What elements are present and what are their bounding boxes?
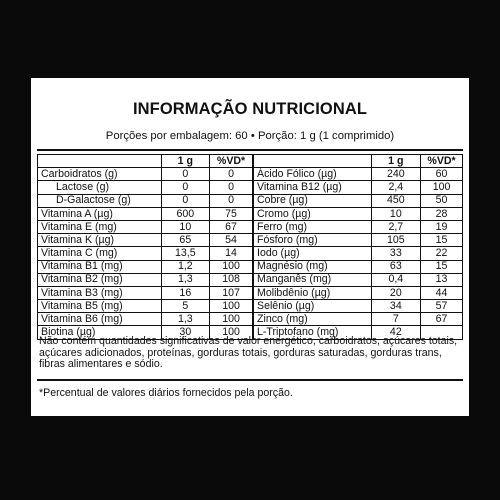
nutrient-name: Lactose (g) (38, 181, 162, 194)
nutrient-vd: 100 (210, 326, 253, 339)
table-row (254, 286, 463, 299)
nutrition-label (31, 78, 469, 416)
nutrient-name: Vitamina C (mg) (38, 247, 162, 260)
nutrient-amount: 7 (371, 313, 421, 326)
footnote: *Percentual de valores diários fornecidos pela porção. (39, 387, 293, 399)
table-header-row (254, 155, 463, 168)
nutrient-name: Vitamina B5 (mg) (38, 300, 162, 313)
header-vd: %VD* (210, 155, 253, 168)
nutrient-amount: 65 (161, 234, 210, 247)
nutrient-amount: 33 (371, 247, 421, 260)
nutrient-name: Selênio (µg) (254, 300, 372, 313)
nutrient-name: Vitamina B1 (mg) (38, 260, 162, 273)
nutrient-table-right (253, 154, 463, 340)
nutrient-name: Vitamina K (µg) (38, 234, 162, 247)
nutrient-vd: 19 (421, 220, 463, 233)
nutrient-name: Cobre (µg) (254, 194, 372, 207)
nutrient-amount: 63 (371, 260, 421, 273)
nutrient-vd: 57 (421, 300, 463, 313)
nutrient-vd: 15 (421, 260, 463, 273)
nutrient-name: Manganês (mg) (254, 273, 372, 286)
nutrient-name: Vitamina B12 (µg) (254, 181, 372, 194)
nutrient-vd: 28 (421, 207, 463, 220)
nutrient-amount: 30 (161, 326, 210, 339)
table-row (38, 234, 253, 247)
nutrient-name: Magnésio (mg) (254, 260, 372, 273)
nutrient-name: L-Triptofano (mg) (254, 326, 372, 339)
table-row (38, 220, 253, 233)
nutrient-vd: 15 (421, 234, 463, 247)
nutrient-amount: 0 (161, 181, 210, 194)
nutrient-amount: 10 (161, 220, 210, 233)
table-row (38, 300, 253, 313)
nutrient-name: Ácido Fólico (µg) (254, 168, 372, 181)
table-row (38, 181, 253, 194)
nutrient-vd: 22 (421, 247, 463, 260)
table-row (254, 313, 463, 326)
nutrient-amount: 0,4 (371, 273, 421, 286)
table-row (38, 168, 253, 181)
nutrient-vd: 100 (421, 181, 463, 194)
table-row (38, 247, 253, 260)
nutrient-name: Vitamina B3 (mg) (38, 286, 162, 299)
nutrient-amount: 16 (161, 286, 210, 299)
nutrient-vd: 0 (210, 168, 253, 181)
top-divider (37, 149, 463, 151)
nutrient-amount: 10 (371, 207, 421, 220)
nutrient-amount: 600 (161, 207, 210, 220)
nutrient-name: Zinco (mg) (254, 313, 372, 326)
nutrient-name: Vitamina A (µg) (38, 207, 162, 220)
nutrient-name: D-Galactose (g) (38, 194, 162, 207)
nutrient-vd: 14 (210, 247, 253, 260)
nutrient-amount: 2,7 (371, 220, 421, 233)
nutrient-amount: 450 (371, 194, 421, 207)
nutrient-amount: 1,3 (161, 313, 210, 326)
nutrient-name: Vitamina B6 (mg) (38, 313, 162, 326)
nutrient-amount: 5 (161, 300, 210, 313)
table-row (38, 260, 253, 273)
table-row (254, 247, 463, 260)
bottom-divider (37, 379, 463, 381)
nutrient-name: Cromo (µg) (254, 207, 372, 220)
nutrient-vd: 0 (210, 181, 253, 194)
nutrient-name: Vitamina B2 (mg) (38, 273, 162, 286)
header-vd: %VD* (421, 155, 463, 168)
nutrient-vd: 13 (421, 273, 463, 286)
nutrient-amount: 240 (371, 168, 421, 181)
table-row (254, 194, 463, 207)
nutrient-tables (37, 154, 463, 340)
nutrient-vd: 100 (210, 300, 253, 313)
table-row (38, 194, 253, 207)
nutrient-vd: 75 (210, 207, 253, 220)
table-row (254, 168, 463, 181)
nutrient-amount: 1,2 (161, 260, 210, 273)
header-blank (254, 155, 372, 168)
table-row (38, 273, 253, 286)
table-row (254, 207, 463, 220)
nutrient-vd: 67 (421, 313, 463, 326)
nutrient-amount: 105 (371, 234, 421, 247)
table-row (254, 260, 463, 273)
nutrient-amount: 34 (371, 300, 421, 313)
nutrient-name: Fósforo (mg) (254, 234, 372, 247)
nutrient-name: Ferro (mg) (254, 220, 372, 233)
nutrient-amount: 2,4 (371, 181, 421, 194)
nutrient-vd: 107 (210, 286, 253, 299)
nutrient-vd: 108 (210, 273, 253, 286)
header-amount: 1 g (371, 155, 421, 168)
nutrient-amount: 13,5 (161, 247, 210, 260)
table-row (38, 207, 253, 220)
table-row (254, 181, 463, 194)
nutrient-vd: 50 (421, 194, 463, 207)
table-header-row (38, 155, 253, 168)
header-amount: 1 g (161, 155, 210, 168)
table-row (254, 273, 463, 286)
table-row (254, 300, 463, 313)
nutrient-name: Iodo (µg) (254, 247, 372, 260)
label-title: INFORMAÇÃO NUTRICIONAL (132, 100, 368, 118)
nutrition-note: Não contém quantidades significativas de valor energético, carboidratos, açúcares totais, açúcares adicionados, proteínas, gorduras totais, gorduras saturadas, gorduras trans, fibras alimentares e sódio. (39, 335, 458, 371)
nutrient-vd: 100 (210, 260, 253, 273)
table-row (38, 286, 253, 299)
nutrient-name: Biotina (µg) (38, 326, 162, 339)
nutrient-vd: 100 (210, 313, 253, 326)
nutrient-name: Molibdênio (µg) (254, 286, 372, 299)
nutrient-amount: 1,3 (161, 273, 210, 286)
nutrient-name: Carboidratos (g) (38, 168, 162, 181)
table-row (254, 220, 463, 233)
nutrient-vd: 67 (210, 220, 253, 233)
table-row (38, 313, 253, 326)
nutrient-amount: 20 (371, 286, 421, 299)
nutrient-vd: 44 (421, 286, 463, 299)
header-blank (38, 155, 162, 168)
nutrient-amount: 0 (161, 194, 210, 207)
nutrient-amount: 42 (371, 326, 421, 339)
nutrient-table-left (37, 154, 253, 340)
nutrient-vd: 0 (210, 194, 253, 207)
portion-info: Porções por embalagem: 60 • Porção: 1 g (1 comprimido) (105, 130, 395, 142)
nutrient-vd: 54 (210, 234, 253, 247)
table-row (254, 234, 463, 247)
nutrient-vd: 60 (421, 168, 463, 181)
nutrient-name: Vitamina E (mg) (38, 220, 162, 233)
nutrient-amount: 0 (161, 168, 210, 181)
